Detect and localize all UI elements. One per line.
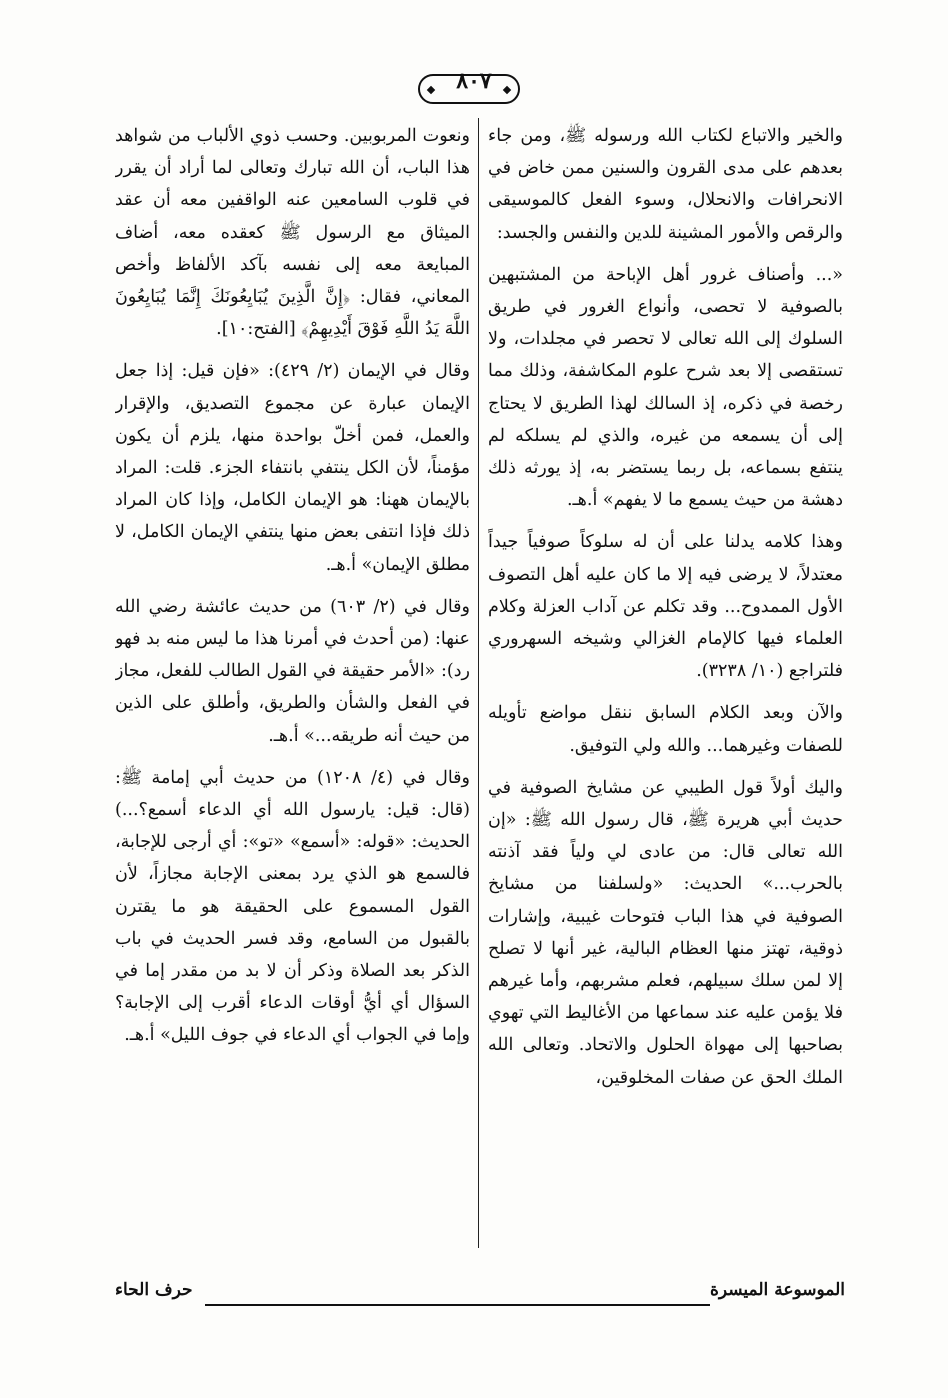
paragraph: وقال في (٢/ ٦٠٣) من حديث عائشة رضي الله عنها: (من أحدث في أمرنا هذا ما ليس منه بد فهو رد): «الأمر حقيقة في القول الطالب للفعل، مجاز في الفعل والشأن والطريق، وأطلق على الذين من حيث أنه طريقه...» أ.هـ. [115, 596, 470, 746]
paragraph: وهذا كلامه يدلنا على أن له سلوكاً صوفياً جيداً معتدلاً، لا يرضى فيه إلا ما كان عليه أهل التصوف الأول الممدوح... وقد تكلم عن آداب العزلة وكلام العلماء فيها كالإمام الغزالي وشيخه السهروري فلتراجع (١٠/ ٣٢٣٨). [488, 532, 843, 682]
left-column [115, 120, 470, 1245]
column-divider [478, 118, 479, 1248]
paragraph: والخير والاتباع لكتاب الله ورسوله ﷺ، ومن جاء بعدهم على مدى القرون والسنين ممن خاض في الانحرافات والانحلال، وسوء الفعل كالموسيقى والرقص والأمور المشينة للدين والنفس والجسد: [488, 126, 843, 243]
paragraph: «... وأصناف غرور أهل الإباحة من المشتبهين بالصوفية لا تحصى، وأنواع الغرور في طريق السلوك إلى الله تعالى لا تحصر في مجلدات، ولا تستقصى إلا بعد شرح علوم المكاشفة، وذلك مما رخصة في ذكره، إذ السالك لهذا الطريق لا يحتاج إلى أن يسمعه من غيره، والذي لم يسلكه لم ينتفع بسماعه، بل ربما يستضر به، إذ يورثه ذلك دهشة من حيث يسمع ما لا يفهم» أ.هـ. [488, 264, 843, 511]
right-column [488, 120, 843, 1245]
paragraph: والآن وبعد الكلام السابق ننقل مواضع تأويله للصفات وغيرهما... والله ولي التوفيق. [488, 703, 843, 756]
paragraph: وقال في الإيمان (٢/ ٤٢٩): «فإن قيل: إذا جعل الإيمان عبارة عن مجموع التصديق، والإقرار والعمل، فمن أخلّ بواحدة منها، يلزم أن يكون مؤمناً، لأن الكل ينتفي بانتفاء الجزء. قلت: المراد بالإيمان ههنا: هو الإيمان الكامل، وإذا كان المراد ذلك فإذا انتفى بعض منها ينتفي الإيمان الكامل، لا مطلق الإيمان» أ.هـ. [115, 361, 470, 575]
paragraph: ونعوت المربوبين. وحسب ذوي الألباب من شواهد هذا الباب، أن الله تبارك وتعالى لما أراد أن يقرر في قلوب السامعين عنه الواقفين معه أن عقد الميثاق مع الرسول ﷺ كعقده معه، أضاف المبايعة معه إلى نفسه بآكد الألفاظ وأخص المعاني، فقال: ﴿إِنَّ الَّذِينَ يُبَايِعُونَكَ إِنَّمَا يُبَايِعُونَ اللَّهَ يَدُ اللَّهِ فَوْقَ أَيْدِيهِمْ﴾ [الفتح:١٠]. [115, 126, 470, 340]
page-header [0, 68, 948, 108]
footer-title: الموسوعة الميسرة [709, 1280, 845, 1300]
footer-rule [205, 1304, 710, 1306]
footer-section: حرف الحاء [115, 1280, 193, 1300]
page-number: ٨٠٧ [456, 68, 492, 94]
paragraph: واليك أولاً قول الطيبي عن مشايخ الصوفية في حديث أبي هريرة ﷺ، قال رسول الله ﷺ: «إن الله تعالى قال: من عادى لي ولياً فقد آذنته بالحرب...» الحديث: «ولسلفنا من مشايخ الصوفية في هذا الباب فتوحات غيبية، وإشارات ذوقية، تهتز منها العظام البالية، غير أنها لا تصلح إلا لمن سلك سبيلهم، فعلم مشربهم، وأما غيرهم فلا يؤمن عليه عند سماعها من الأغاليط التي تهوي بصاحبها إلى مهواة الحلول والاتحاد. وتعالى الله الملك الحق عن صفات المخلوقين، [488, 777, 843, 1088]
paragraph: وقال في (٤/ ١٢٠٨) من حديث أبي إمامة ﷺ: (قال: قيل: يارسول الله أي الدعاء أسمع؟...) الحديث: «قوله: «أسمع» «تو»: أي أرجى للإجابة، فالسمع هو الذي يرد بمعنى الإجابة مجازاً، لأن القول المسموع على الحقيقة هو ما يقترن بالقبول من السامع، وقد فسر الحديث في باب الذكر بعد الصلاة وذكر أن لا بد من مقدر إما في السؤال أي أيُّ أوقات الدعاء أقرب إلى الإجابة؟ وإما في الجواب أي الدعاء في جوف الليل» أ.هـ. [115, 767, 470, 1046]
page-footer [115, 1280, 845, 1320]
